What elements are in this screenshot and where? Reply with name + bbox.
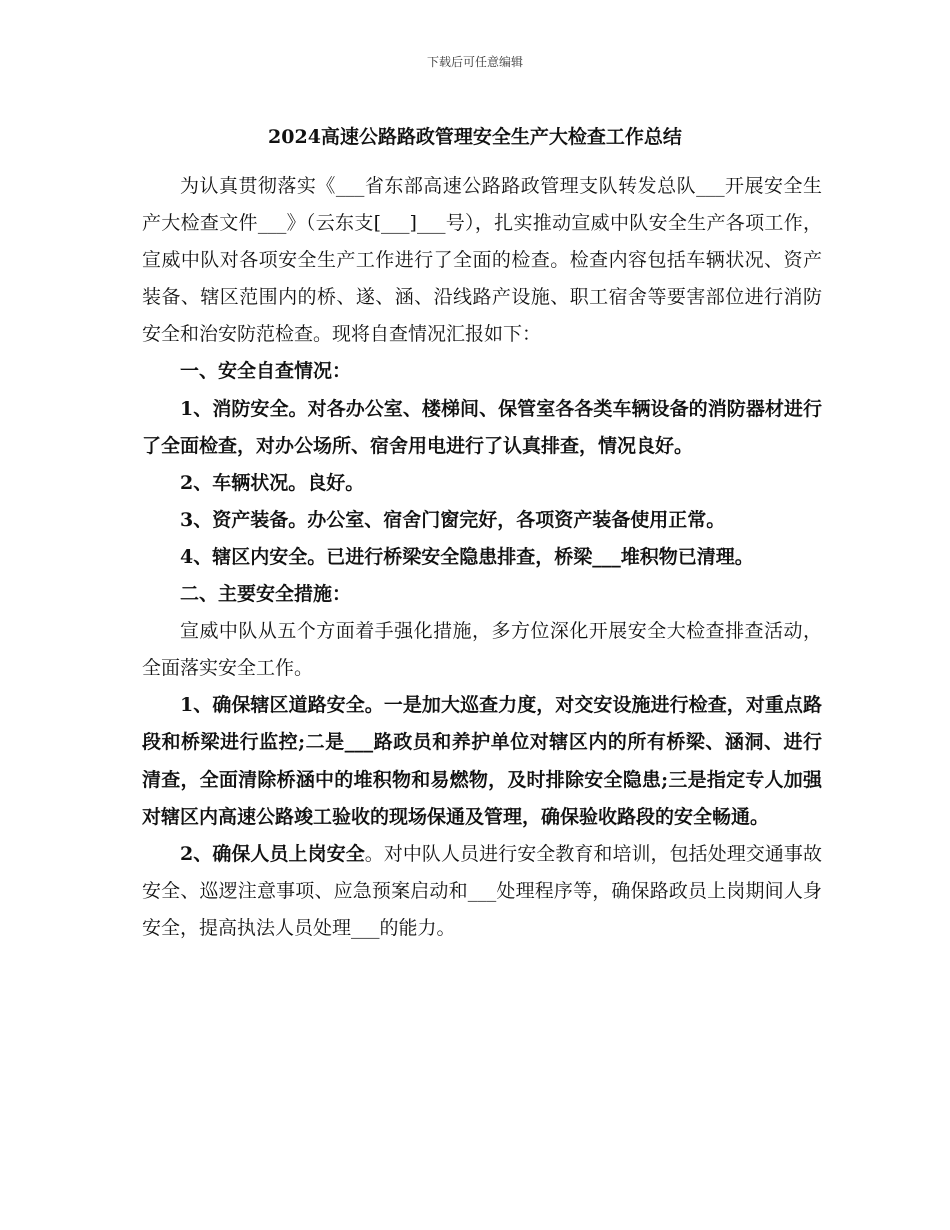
- safety-measure-item-lead: 1、确保辖区道路安全: [180, 694, 365, 717]
- header-note: 下载后可任意编辑: [426, 55, 523, 69]
- document-title: 2024高速公路路政管理安全生产大检查工作总结: [268, 126, 682, 148]
- safety-measure-item-body: 。一是加大巡查力度，对交安设施进行检查，对重点路段和桥梁进行监控;二是___路政员和养护单位对辖区内的所有桥梁、涵洞、进行清查，全面清除桥涵中的堆积物和易燃物，及时排除安全隐患;三是指定专人加强对辖区内高速公路竣工验收的现场保通及管理，确保验收路段的安全畅通。: [142, 694, 822, 828]
- safety-measure-item-lead: 2、确保人员上岗安全: [180, 842, 365, 865]
- section-heading-self-inspection: 一、安全自查情况：: [180, 360, 352, 383]
- safety-measures-intro: 宣威中队从五个方面着手强化措施，多方位深化开展安全大检查排查活动，全面落实安全工作。: [142, 620, 822, 680]
- self-inspection-item-jurisdiction: 4、辖区内安全。已进行桥梁安全隐患排查，桥梁___堆积物已清理。: [180, 545, 754, 568]
- document-body: [142, 168, 822, 947]
- safety-measure-item-road-safety: [142, 687, 822, 835]
- self-inspection-item-assets: 3、资产装备。办公室、宿舍门窗完好，各项资产装备使用正常。: [180, 508, 726, 531]
- intro-paragraph: 为认真贯彻落实《___省东部高速公路路政管理支队转发总队___开展安全生产大检查文件___》（云东支[___]___号），扎实推动宣威中队安全生产各项工作，宣威中队对各项安全生产工作进行了全面的检查。检查内容包括车辆状况、资产装备、辖区范围内的桥、遂、涵、沿线路产设施、职工宿舍等要害部位进行消防安全和治安防范检查。现将自查情况汇报如下：: [142, 175, 822, 346]
- self-inspection-item-fire-safety: 1、消防安全。对各办公室、楼梯间、保管室各各类车辆设备的消防器材进行了全面检查，对办公场所、宿舍用电进行了认真排查，情况良好。: [142, 397, 822, 457]
- self-inspection-item-vehicles: 2、车辆状况。良好。: [180, 471, 365, 494]
- safety-measure-item-personnel-safety: [142, 836, 822, 947]
- section-heading-safety-measures: 二、主要安全措施：: [180, 583, 352, 606]
- safety-measure-item-body: 。对中队人员进行安全教育和培训，包括处理交通事故安全、巡逻注意事项、应急预案启动和___处理程序等，确保路政员上岗期间人身安全，提高执法人员处理___的能力。: [142, 842, 822, 939]
